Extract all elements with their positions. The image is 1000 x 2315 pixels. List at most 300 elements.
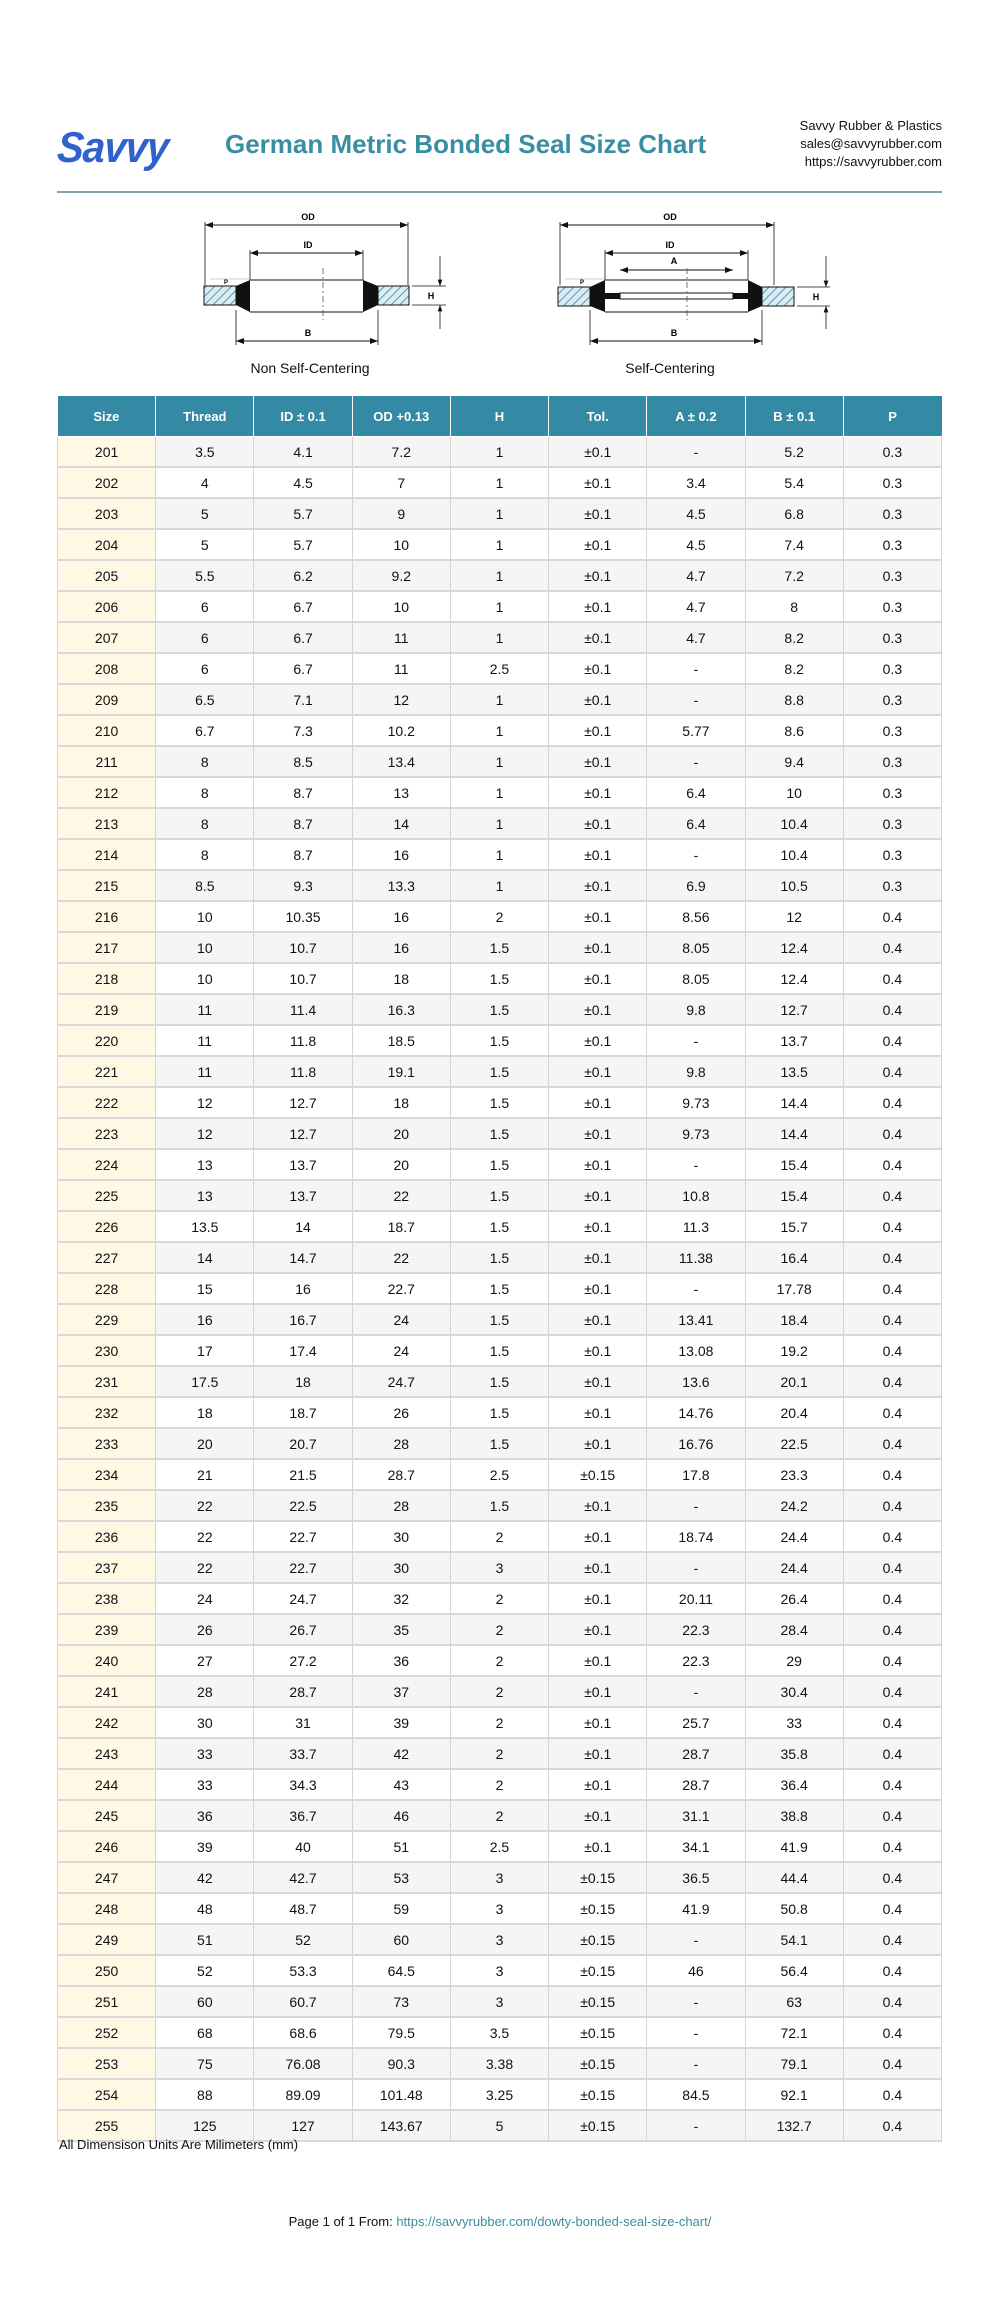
table-cell: 16.3 [352, 994, 450, 1025]
table-cell: 0.4 [843, 1335, 941, 1366]
table-cell: 38.8 [745, 1800, 843, 1831]
table-cell: 22.7 [254, 1552, 352, 1583]
table-cell: 9.73 [647, 1087, 745, 1118]
table-cell: ±0.1 [549, 1521, 647, 1552]
table-cell: 1 [450, 777, 548, 808]
table-cell: 89.09 [254, 2079, 352, 2110]
table-cell: 6.7 [254, 622, 352, 653]
table-row [58, 498, 942, 529]
table-row [58, 901, 942, 932]
table-row [58, 1831, 942, 1862]
table-cell: - [647, 2048, 745, 2079]
table-cell: 8.56 [647, 901, 745, 932]
table-cell: 7.2 [352, 437, 450, 468]
table-cell: 36.7 [254, 1800, 352, 1831]
table-cell: 16.76 [647, 1428, 745, 1459]
table-cell: 1 [450, 467, 548, 498]
table-cell: 0.3 [843, 870, 941, 901]
table-row [58, 653, 942, 684]
table-cell: 22.3 [647, 1614, 745, 1645]
table-cell: 1 [450, 808, 548, 839]
table-row [58, 1056, 942, 1087]
size-cell: 247 [58, 1862, 156, 1893]
table-row [58, 2017, 942, 2048]
size-cell: 253 [58, 2048, 156, 2079]
table-cell: 1 [450, 746, 548, 777]
table-cell: ±0.1 [549, 1118, 647, 1149]
table-cell: 13.7 [254, 1149, 352, 1180]
table-cell: 44.4 [745, 1862, 843, 1893]
table-cell: 0.4 [843, 1893, 941, 1924]
table-cell: 0.3 [843, 715, 941, 746]
table-cell: ±0.1 [549, 560, 647, 591]
size-cell: 231 [58, 1366, 156, 1397]
size-cell: 240 [58, 1645, 156, 1676]
table-cell: 1.5 [450, 1273, 548, 1304]
table-cell: 15 [156, 1273, 254, 1304]
table-cell: ±0.1 [549, 684, 647, 715]
table-cell: 59 [352, 1893, 450, 1924]
table-cell: 0.4 [843, 1428, 941, 1459]
table-cell: 8.8 [745, 684, 843, 715]
table-cell: 0.3 [843, 560, 941, 591]
table-cell: 79.1 [745, 2048, 843, 2079]
table-cell: 46 [647, 1955, 745, 1986]
table-row [58, 1118, 942, 1149]
table-cell: 21.5 [254, 1459, 352, 1490]
table-cell: ±0.15 [549, 2048, 647, 2079]
table-cell: 22 [156, 1490, 254, 1521]
table-cell: 3 [450, 1893, 548, 1924]
table-row [58, 591, 942, 622]
table-cell: ±0.1 [549, 1149, 647, 1180]
table-cell: 7.3 [254, 715, 352, 746]
table-row [58, 467, 942, 498]
table-cell: 1.5 [450, 1366, 548, 1397]
table-cell: 68.6 [254, 2017, 352, 2048]
table-cell: 3.5 [450, 2017, 548, 2048]
table-cell: 0.4 [843, 901, 941, 932]
table-cell: 10 [156, 901, 254, 932]
table-cell: 46 [352, 1800, 450, 1831]
table-cell: - [647, 1149, 745, 1180]
table-cell: 0.4 [843, 1645, 941, 1676]
table-row [58, 1025, 942, 1056]
table-cell: 10.4 [745, 808, 843, 839]
table-cell: 18 [352, 963, 450, 994]
table-cell: 7.4 [745, 529, 843, 560]
diagram-caption: Non Self-Centering [250, 360, 370, 376]
table-cell: 34.3 [254, 1769, 352, 1800]
table-cell: - [647, 653, 745, 684]
table-row [58, 1645, 942, 1676]
table-cell: 11.38 [647, 1242, 745, 1273]
table-cell: 32 [352, 1583, 450, 1614]
table-cell: 6.9 [647, 870, 745, 901]
table-row [58, 1924, 942, 1955]
table-row [58, 1955, 942, 1986]
table-cell: 72.1 [745, 2017, 843, 2048]
table-row [58, 622, 942, 653]
table-cell: 0.4 [843, 1087, 941, 1118]
table-cell: 0.3 [843, 777, 941, 808]
table-cell: ±0.1 [549, 1676, 647, 1707]
table-cell: 26.4 [745, 1583, 843, 1614]
od-label: OD [301, 212, 315, 222]
table-cell: 24 [156, 1583, 254, 1614]
table-cell: 3 [450, 1552, 548, 1583]
table-cell: 2 [450, 1800, 548, 1831]
table-cell: 2 [450, 1707, 548, 1738]
table-cell: 24.4 [745, 1552, 843, 1583]
table-cell: 23.3 [745, 1459, 843, 1490]
table-cell: 0.4 [843, 1676, 941, 1707]
table-cell: 9.3 [254, 870, 352, 901]
size-cell: 210 [58, 715, 156, 746]
table-cell: - [647, 2110, 745, 2141]
table-cell: 22 [156, 1552, 254, 1583]
table-cell: 29 [745, 1645, 843, 1676]
table-cell: 19.1 [352, 1056, 450, 1087]
table-cell: 16 [254, 1273, 352, 1304]
table-cell: 8 [156, 746, 254, 777]
table-cell: 4.1 [254, 437, 352, 468]
table-cell: 1 [450, 560, 548, 591]
table-cell: 28.7 [647, 1769, 745, 1800]
column-header: OD +0.13 [352, 396, 450, 437]
table-cell: 127 [254, 2110, 352, 2141]
size-cell: 254 [58, 2079, 156, 2110]
table-cell: 26 [352, 1397, 450, 1428]
table-cell: 10 [156, 932, 254, 963]
table-cell: 5.7 [254, 498, 352, 529]
table-cell: - [647, 437, 745, 468]
size-cell: 225 [58, 1180, 156, 1211]
table-cell: 20 [352, 1118, 450, 1149]
table-cell: 2 [450, 1676, 548, 1707]
size-cell: 250 [58, 1955, 156, 1986]
table-cell: 36.5 [647, 1862, 745, 1893]
table-cell: 6.7 [156, 715, 254, 746]
table-cell: 18.7 [352, 1211, 450, 1242]
table-cell: 30 [352, 1552, 450, 1583]
table-row [58, 1769, 942, 1800]
table-cell: 11 [156, 1025, 254, 1056]
table-cell: 2 [450, 1583, 548, 1614]
table-cell: ±0.1 [549, 746, 647, 777]
table-cell: 0.4 [843, 1831, 941, 1862]
table-cell: 9 [352, 498, 450, 529]
table-cell: 27 [156, 1645, 254, 1676]
table-row [58, 963, 942, 994]
size-cell: 230 [58, 1335, 156, 1366]
table-cell: 8.5 [254, 746, 352, 777]
table-cell: 13.7 [254, 1180, 352, 1211]
page-title: German Metric Bonded Seal Size Chart [225, 129, 707, 159]
size-cell: 216 [58, 901, 156, 932]
table-cell: ±0.15 [549, 1924, 647, 1955]
table-row [58, 746, 942, 777]
table-cell: 36 [352, 1645, 450, 1676]
size-cell: 234 [58, 1459, 156, 1490]
size-chart-table [57, 396, 942, 2142]
table-cell: - [647, 1490, 745, 1521]
table-cell: 28.7 [352, 1459, 450, 1490]
table-cell: ±0.1 [549, 1645, 647, 1676]
table-cell: 13.08 [647, 1335, 745, 1366]
table-cell: 18.7 [254, 1397, 352, 1428]
table-cell: 16 [352, 901, 450, 932]
table-cell: 17.8 [647, 1459, 745, 1490]
seal-cross-section-diagram [190, 200, 490, 360]
table-cell: 11.8 [254, 1025, 352, 1056]
table-body [58, 437, 942, 2142]
size-cell: 248 [58, 1893, 156, 1924]
table-cell: 2 [450, 1645, 548, 1676]
table-cell: 7.1 [254, 684, 352, 715]
table-header-row [58, 396, 942, 437]
table-cell: 8.05 [647, 932, 745, 963]
table-cell: 12.7 [254, 1087, 352, 1118]
table-cell: 24.2 [745, 1490, 843, 1521]
column-header: Size [58, 396, 156, 437]
table-cell: ±0.1 [549, 777, 647, 808]
table-cell: 41.9 [647, 1893, 745, 1924]
table-cell: 0.4 [843, 1583, 941, 1614]
size-cell: 233 [58, 1428, 156, 1459]
table-cell: 31.1 [647, 1800, 745, 1831]
table-cell: 13.7 [745, 1025, 843, 1056]
table-row [58, 1211, 942, 1242]
table-cell: 48 [156, 1893, 254, 1924]
table-cell: 3.38 [450, 2048, 548, 2079]
table-cell: ±0.15 [549, 1862, 647, 1893]
table-cell: 9.4 [745, 746, 843, 777]
table-cell: 0.4 [843, 1490, 941, 1521]
table-cell: 35 [352, 1614, 450, 1645]
table-cell: 12 [156, 1087, 254, 1118]
table-cell: 9.8 [647, 1056, 745, 1087]
table-cell: 33.7 [254, 1738, 352, 1769]
table-row [58, 2079, 942, 2110]
table-cell: 1.5 [450, 1397, 548, 1428]
table-cell: 0.3 [843, 808, 941, 839]
table-cell: 5.2 [745, 437, 843, 468]
table-cell: ±0.1 [549, 715, 647, 746]
table-cell: 0.4 [843, 1180, 941, 1211]
table-cell: 8.2 [745, 622, 843, 653]
table-cell: 4 [156, 467, 254, 498]
table-cell: 1 [450, 591, 548, 622]
size-cell: 239 [58, 1614, 156, 1645]
table-cell: 20 [352, 1149, 450, 1180]
table-cell: 14.7 [254, 1242, 352, 1273]
size-cell: 206 [58, 591, 156, 622]
table-cell: 6.4 [647, 808, 745, 839]
table-cell: - [647, 1676, 745, 1707]
table-cell: ±0.1 [549, 529, 647, 560]
table-row [58, 1273, 942, 1304]
table-cell: ±0.1 [549, 932, 647, 963]
table-cell: 8.2 [745, 653, 843, 684]
contact-email[interactable]: sales@savvyrubber.com [800, 136, 942, 151]
table-cell: 0.4 [843, 2079, 941, 2110]
table-row [58, 1986, 942, 2017]
table-cell: 1.5 [450, 1304, 548, 1335]
table-cell: 0.4 [843, 1366, 941, 1397]
table-cell: 14.4 [745, 1118, 843, 1149]
table-row [58, 1428, 942, 1459]
table-cell: 12 [745, 901, 843, 932]
size-cell: 222 [58, 1087, 156, 1118]
table-cell: 0.4 [843, 1242, 941, 1273]
table-cell: 4.7 [647, 560, 745, 591]
table-cell: 13 [352, 777, 450, 808]
column-header: ID ± 0.1 [254, 396, 352, 437]
table-cell: ±0.1 [549, 1397, 647, 1428]
table-row [58, 1397, 942, 1428]
footer-source-link[interactable]: https://savvyrubber.com/dowty-bonded-seal-size-chart/ [396, 2214, 712, 2229]
table-cell: 11.3 [647, 1211, 745, 1242]
table-cell: 0.4 [843, 1056, 941, 1087]
table-cell: 3 [450, 1924, 548, 1955]
table-cell: 2 [450, 1738, 548, 1769]
table-cell: 0.4 [843, 1552, 941, 1583]
table-cell: 0.3 [843, 498, 941, 529]
table-cell: 9.8 [647, 994, 745, 1025]
table-cell: - [647, 1986, 745, 2017]
table-cell: 54.1 [745, 1924, 843, 1955]
table-cell: 0.4 [843, 2017, 941, 2048]
size-cell: 238 [58, 1583, 156, 1614]
table-cell: 48.7 [254, 1893, 352, 1924]
table-cell: 30 [156, 1707, 254, 1738]
table-cell: 33 [745, 1707, 843, 1738]
size-cell: 227 [58, 1242, 156, 1273]
size-cell: 246 [58, 1831, 156, 1862]
size-cell: 203 [58, 498, 156, 529]
table-cell: 5.77 [647, 715, 745, 746]
table-cell: ±0.1 [549, 1831, 647, 1862]
table-cell: ±0.1 [549, 1273, 647, 1304]
table-cell: 12.4 [745, 932, 843, 963]
table-cell: 63 [745, 1986, 843, 2017]
table-cell: ±0.15 [549, 1986, 647, 2017]
table-cell: 68 [156, 2017, 254, 2048]
table-cell: 0.4 [843, 1304, 941, 1335]
size-cell: 212 [58, 777, 156, 808]
table-cell: 0.3 [843, 529, 941, 560]
table-cell: 14 [254, 1211, 352, 1242]
table-cell: 21 [156, 1459, 254, 1490]
table-cell: 43 [352, 1769, 450, 1800]
table-cell: 6 [156, 653, 254, 684]
table-row [58, 1552, 942, 1583]
table-cell: ±0.1 [549, 1738, 647, 1769]
table-cell: ±0.1 [549, 1056, 647, 1087]
table-cell: 15.4 [745, 1180, 843, 1211]
table-cell: 4.7 [647, 591, 745, 622]
table-cell: 28.4 [745, 1614, 843, 1645]
table-cell: 51 [156, 1924, 254, 1955]
size-cell: 211 [58, 746, 156, 777]
table-cell: 0.4 [843, 963, 941, 994]
table-row [58, 1335, 942, 1366]
table-cell: 10.8 [647, 1180, 745, 1211]
table-cell: 4.5 [254, 467, 352, 498]
table-row [58, 1366, 942, 1397]
table-cell: 101.48 [352, 2079, 450, 2110]
table-cell: 1.5 [450, 1242, 548, 1273]
table-cell: 1 [450, 622, 548, 653]
table-cell: 0.4 [843, 1025, 941, 1056]
size-cell: 237 [58, 1552, 156, 1583]
table-cell: 1.5 [450, 1025, 548, 1056]
table-cell: 10.2 [352, 715, 450, 746]
table-cell: 22.7 [254, 1521, 352, 1552]
size-cell: 201 [58, 437, 156, 468]
table-cell: 11 [352, 653, 450, 684]
table-cell: 8 [745, 591, 843, 622]
table-cell: ±0.1 [549, 1366, 647, 1397]
size-cell: 221 [58, 1056, 156, 1087]
table-cell: 0.4 [843, 1738, 941, 1769]
table-cell: 15.4 [745, 1149, 843, 1180]
table-cell: 11.4 [254, 994, 352, 1025]
table-row [58, 1676, 942, 1707]
table-cell: 1.5 [450, 1149, 548, 1180]
table-row [58, 1180, 942, 1211]
table-cell: 10.7 [254, 932, 352, 963]
table-cell: ±0.1 [549, 622, 647, 653]
table-cell: 1.5 [450, 1180, 548, 1211]
table-cell: 60 [352, 1924, 450, 1955]
table-cell: 10.5 [745, 870, 843, 901]
table-cell: 0.4 [843, 1924, 941, 1955]
table-cell: 64.5 [352, 1955, 450, 1986]
size-cell: 205 [58, 560, 156, 591]
table-cell: 20.1 [745, 1366, 843, 1397]
table-cell: 79.5 [352, 2017, 450, 2048]
table-cell: 0.4 [843, 1614, 941, 1645]
table-cell: 22 [352, 1242, 450, 1273]
contact-website[interactable]: https://savvyrubber.com [804, 154, 942, 169]
table-cell: 36.4 [745, 1769, 843, 1800]
table-cell: 33 [156, 1738, 254, 1769]
table-cell: 7 [352, 467, 450, 498]
table-cell: 24.7 [254, 1583, 352, 1614]
table-cell: 0.4 [843, 1521, 941, 1552]
table-cell: 60 [156, 1986, 254, 2017]
table-cell: 53.3 [254, 1955, 352, 1986]
b-label: B [304, 328, 312, 338]
table-cell: 0.4 [843, 1769, 941, 1800]
table-cell: 0.4 [843, 932, 941, 963]
od-label: OD [663, 212, 677, 222]
table-cell: - [647, 839, 745, 870]
table-row [58, 1893, 942, 1924]
size-cell: 244 [58, 1769, 156, 1800]
table-cell: 2.5 [450, 1459, 548, 1490]
table-cell: 1.5 [450, 1490, 548, 1521]
size-cell: 228 [58, 1273, 156, 1304]
table-cell: 3 [450, 1862, 548, 1893]
table-row [58, 1149, 942, 1180]
table-cell: 18.4 [745, 1304, 843, 1335]
table-row [58, 715, 942, 746]
column-header: P [843, 396, 941, 437]
table-cell: 17 [156, 1335, 254, 1366]
